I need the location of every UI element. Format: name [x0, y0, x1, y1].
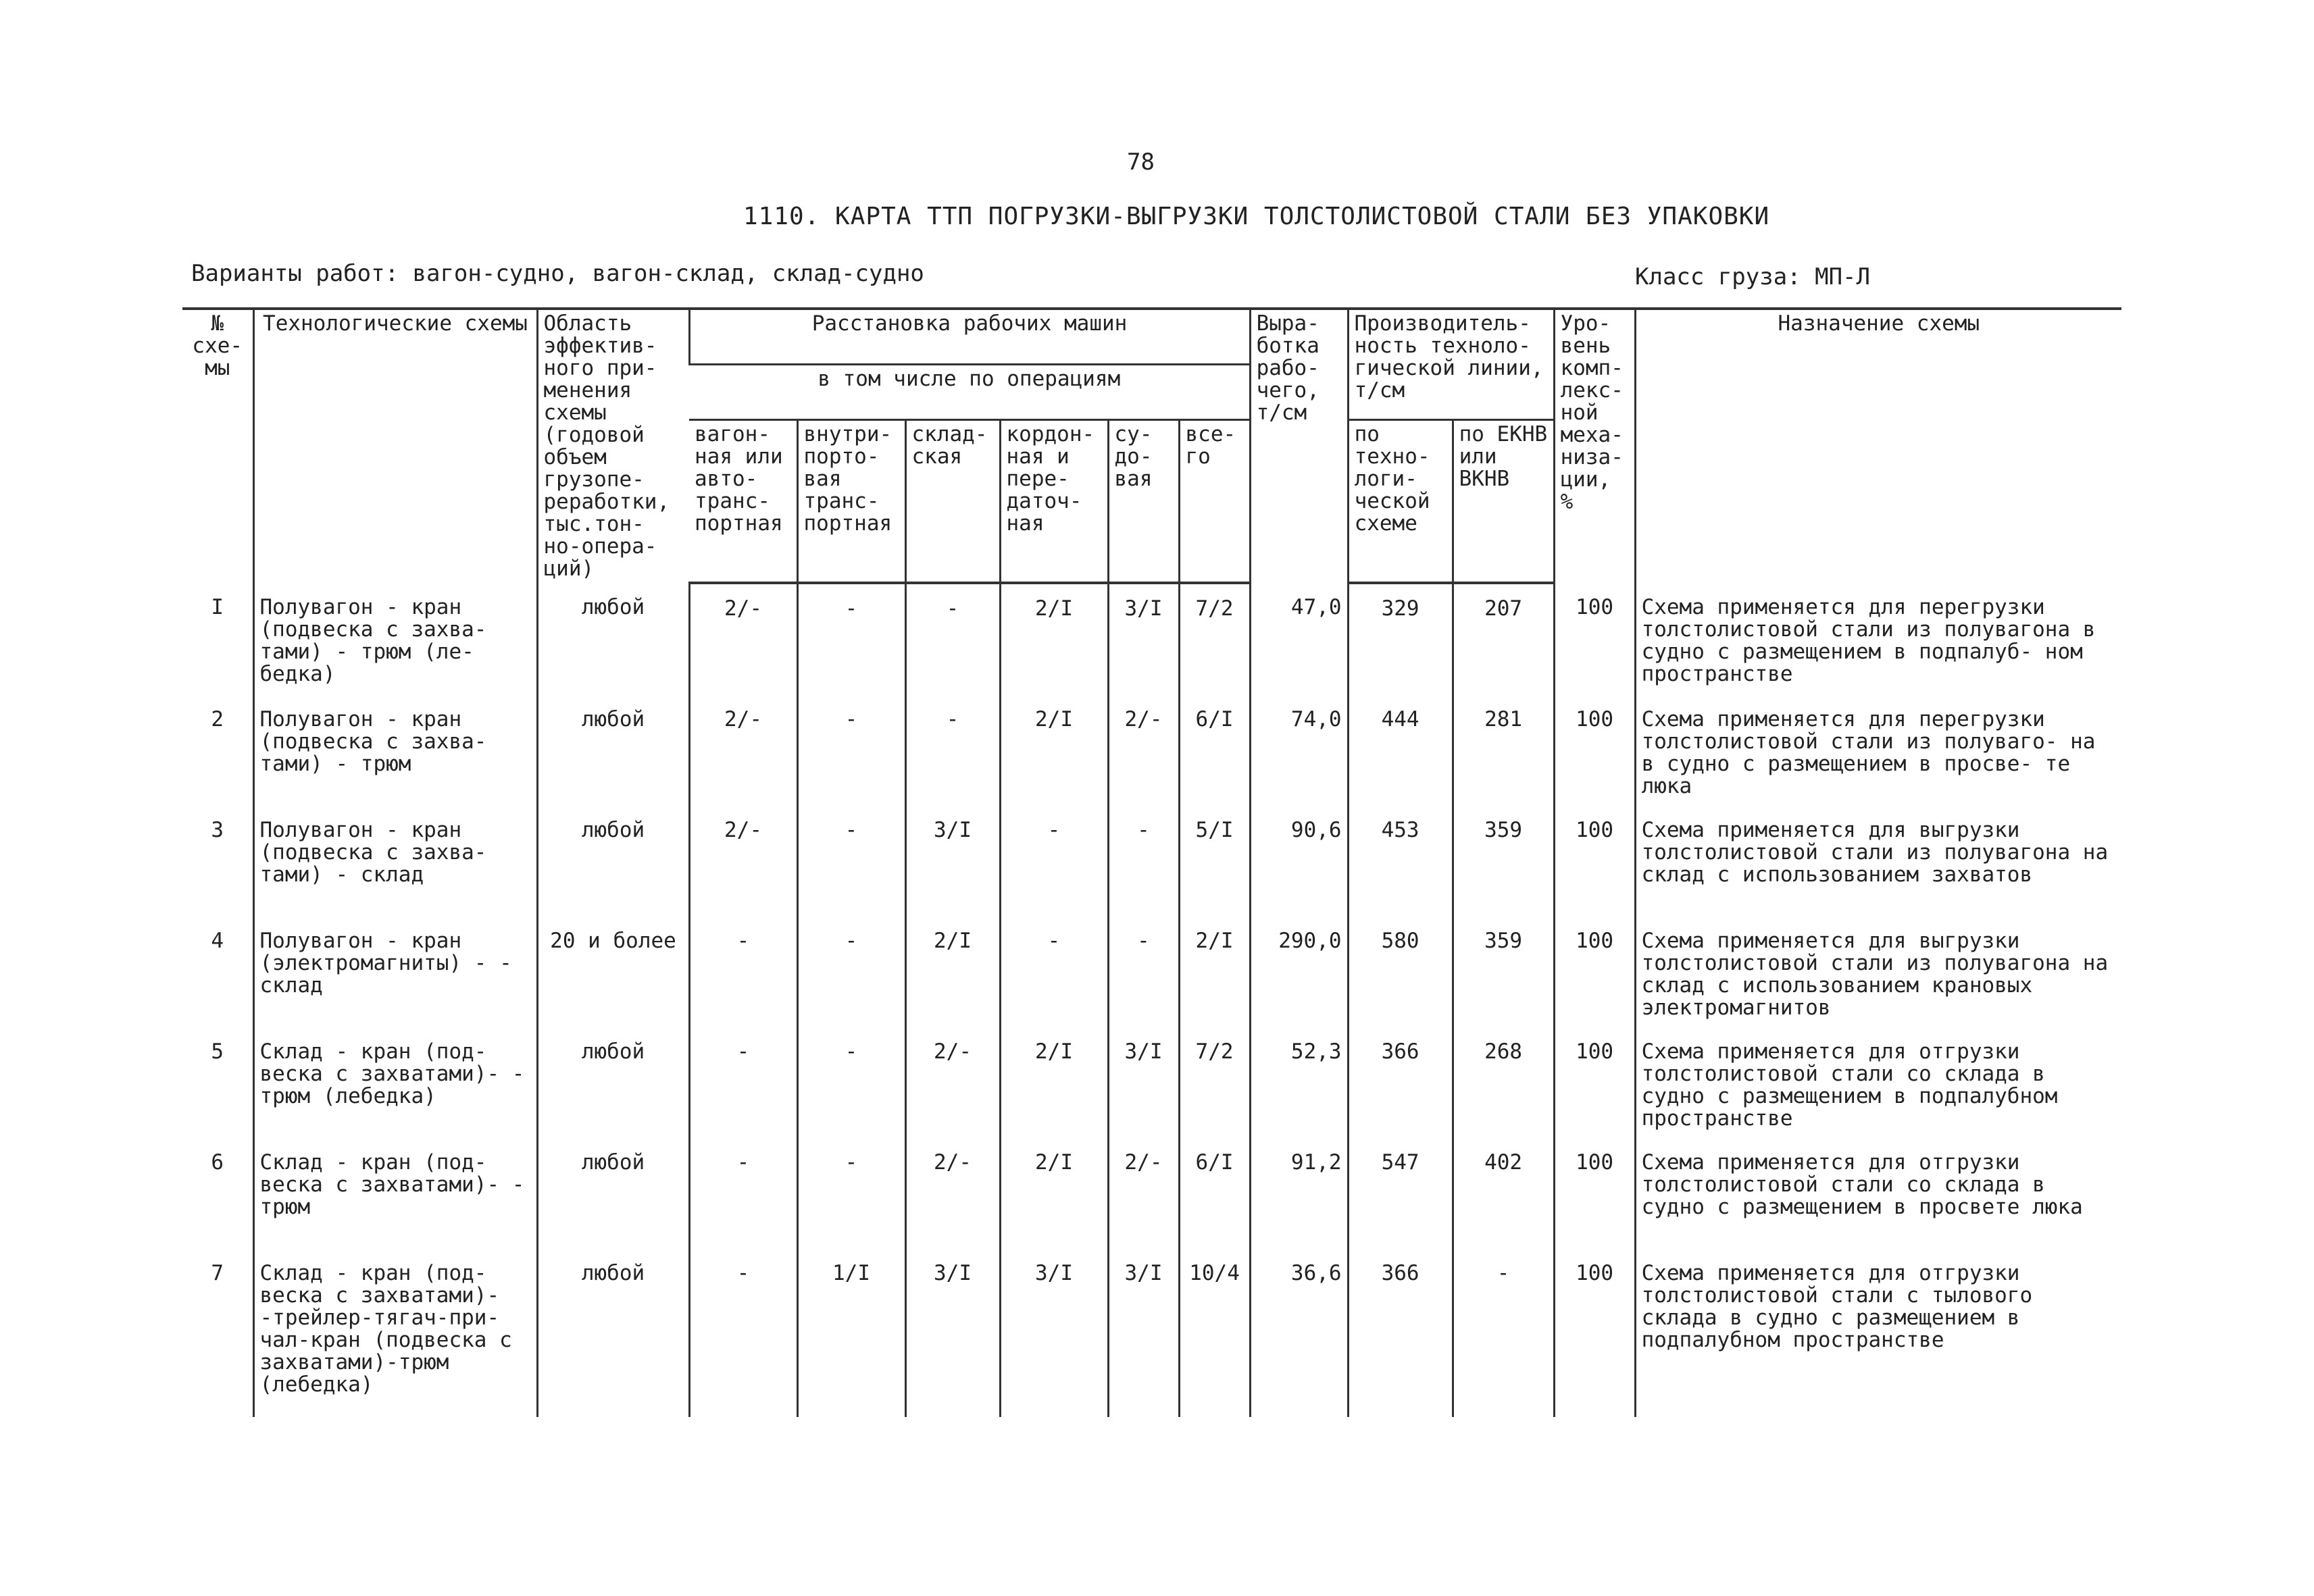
cell-ship: 2/- — [1108, 695, 1179, 806]
table-row — [182, 583, 2121, 695]
cell-internal: - — [797, 695, 905, 806]
cell-ship: - — [1108, 806, 1179, 917]
cell-area: 20 и более — [537, 917, 689, 1027]
cell-wagon: - — [689, 917, 797, 1027]
cell-ship: 2/- — [1108, 1138, 1179, 1249]
cell-area: любой — [537, 695, 689, 806]
header-by-operation: в том числе по операциям — [689, 365, 1250, 420]
cell-prod-eknv: 281 — [1453, 695, 1554, 806]
cell-cordon: 2/I — [1000, 695, 1108, 806]
cell-area: любой — [537, 1027, 689, 1138]
cell-wagon: - — [689, 1138, 797, 1249]
cell-scheme: Полувагон - кран (подвеска с захва- тами) - склад — [253, 806, 537, 917]
cell-area: любой — [537, 1138, 689, 1249]
cell-prod-scheme: 329 — [1348, 583, 1453, 695]
cell-storage: 2/- — [905, 1027, 1000, 1138]
cell-cordon: 2/I — [1000, 583, 1108, 695]
page-title: 1110. КАРТА ТТП ПОГРУЗКИ-ВЫГРУЗКИ ТОЛСТОЛИСТОВОЙ СТАЛИ БЕЗ УПАКОВКИ — [743, 203, 1770, 230]
cell-prod-scheme: 453 — [1348, 806, 1453, 917]
cell-area: любой — [537, 583, 689, 695]
cell-output: 36,6 — [1250, 1249, 1348, 1417]
cell-num: 7 — [211, 1261, 224, 1285]
cell-mech: 100 — [1554, 1027, 1635, 1138]
work-variants: Варианты работ: вагон-судно, вагон-склад, склад-судно — [191, 260, 924, 287]
cell-wagon: - — [689, 1249, 797, 1417]
cell-cordon: 2/I — [1000, 1027, 1108, 1138]
cell-wagon: - — [689, 1027, 797, 1138]
cell-prod-eknv: 402 — [1453, 1138, 1554, 1249]
table-row — [182, 1027, 2121, 1138]
cell-ship: 3/I — [1108, 583, 1179, 695]
table-row — [182, 1249, 2121, 1417]
cell-purpose: Схема применяется для отгрузки толстолистовой стали со склада в судно с размещением в просвете люка — [1635, 1138, 2121, 1249]
header-mech-level: Уро- вень комп- лекс- ной меха- низа- ции, % — [1554, 309, 1635, 583]
cell-total: 7/2 — [1179, 583, 1250, 695]
cell-output: 290,0 — [1250, 917, 1348, 1027]
cell-num: 4 — [211, 929, 224, 953]
header-placement: Расстановка рабочих машин — [689, 309, 1250, 365]
cell-scheme: Склад - кран (под- веска с захватами)- -трейлер-тягач-при- чал-кран (подвеска с захватами)-трюм (лебедка) — [253, 1249, 537, 1417]
cell-cordon: 2/I — [1000, 1138, 1108, 1249]
cell-output: 90,6 — [1250, 806, 1348, 917]
cell-purpose: Схема применяется для выгрузки толстолистовой стали из полувагона на склад с использованием крановых электромагнитов — [1635, 917, 2121, 1027]
cell-internal: - — [797, 1138, 905, 1249]
header-output: Выра- ботка рабо- чего, т/см — [1250, 309, 1348, 583]
ttp-table — [182, 307, 2121, 1417]
cell-prod-scheme: 366 — [1348, 1027, 1453, 1138]
header-schemes: Технологические схемы — [253, 309, 537, 583]
cell-storage: 2/- — [905, 1138, 1000, 1249]
header-productivity: Производитель- ность техноло- гической линии, т/см — [1348, 309, 1554, 420]
cell-purpose: Схема применяется для перегрузки толстолистовой стали из полувагона в судно с размещением в подпалуб- ном пространстве — [1635, 583, 2121, 695]
cell-output: 91,2 — [1250, 1138, 1348, 1249]
header-num: № схе- мы — [182, 309, 253, 583]
cell-cordon: - — [1000, 806, 1108, 917]
header-prod-eknv: по ЕКНВ или ВКНВ — [1453, 420, 1554, 584]
cell-storage: 2/I — [905, 917, 1000, 1027]
cell-mech: 100 — [1554, 806, 1635, 917]
cell-storage: - — [905, 695, 1000, 806]
cell-mech: 100 — [1554, 1249, 1635, 1417]
cell-mech: 100 — [1554, 583, 1635, 695]
table-row — [182, 1138, 2121, 1249]
cell-wagon: 2/- — [689, 583, 797, 695]
cell-mech: 100 — [1554, 917, 1635, 1027]
table-row — [182, 806, 2121, 917]
cell-prod-eknv: 207 — [1453, 583, 1554, 695]
cell-prod-scheme: 580 — [1348, 917, 1453, 1027]
cell-internal: - — [797, 806, 905, 917]
cell-prod-eknv: 359 — [1453, 917, 1554, 1027]
cell-output: 52,3 — [1250, 1027, 1348, 1138]
cell-scheme: Полувагон - кран (электромагниты) - - склад — [253, 917, 537, 1027]
cell-ship: 3/I — [1108, 1027, 1179, 1138]
cell-prod-scheme: 547 — [1348, 1138, 1453, 1249]
cell-internal: - — [797, 1027, 905, 1138]
cell-prod-eknv: - — [1453, 1249, 1554, 1417]
cell-internal: - — [797, 583, 905, 695]
header-op-cordon: кордон- ная и пере- даточ- ная — [1000, 420, 1108, 584]
cell-output: 74,0 — [1250, 695, 1348, 806]
cell-total: 6/I — [1179, 1138, 1250, 1249]
cell-total: 5/I — [1179, 806, 1250, 917]
table-row — [182, 917, 2121, 1027]
cell-num: 6 — [211, 1150, 224, 1175]
cell-num: 2 — [211, 707, 224, 731]
cell-num: 5 — [211, 1039, 224, 1064]
cell-mech: 100 — [1554, 1138, 1635, 1249]
cell-cordon: 3/I — [1000, 1249, 1108, 1417]
cell-scheme: Полувагон - кран (подвеска с захва- тами) - трюм (ле- бедка) — [253, 583, 537, 695]
page-number: 78 — [1127, 149, 1155, 176]
header-prod-scheme: по техно- логи- ческой схеме — [1348, 420, 1453, 584]
cell-internal: 1/I — [797, 1249, 905, 1417]
cell-wagon: 2/- — [689, 806, 797, 917]
cell-prod-eknv: 359 — [1453, 806, 1554, 917]
cell-mech: 100 — [1554, 695, 1635, 806]
cell-purpose: Схема применяется для отгрузки толстолистовой стали со склада в судно с размещением в подпалубном пространстве — [1635, 1027, 2121, 1138]
cell-total: 10/4 — [1179, 1249, 1250, 1417]
cell-total: 2/I — [1179, 917, 1250, 1027]
header-op-wagon: вагон- ная или авто- транс- портная — [689, 420, 797, 584]
header-purpose: Назначение схемы — [1635, 309, 2121, 583]
cell-output: 47,0 — [1250, 583, 1348, 695]
cell-purpose: Схема применяется для выгрузки толстолистовой стали из полувагона на склад с использованием захватов — [1635, 806, 2121, 917]
header-op-internal: внутри- порто- вая транс- портная — [797, 420, 905, 584]
cell-total: 6/I — [1179, 695, 1250, 806]
table-row — [182, 695, 2121, 806]
cell-area: любой — [537, 806, 689, 917]
header-op-ship: су- до- вая — [1108, 420, 1179, 584]
header-op-storage: склад- ская — [905, 420, 1000, 584]
cell-storage: 3/I — [905, 1249, 1000, 1417]
cell-ship: 3/I — [1108, 1249, 1179, 1417]
cell-purpose: Схема применяется для перегрузки толстолистовой стали из полуваго- на в судно с размещением в просве- те люка — [1635, 695, 2121, 806]
cell-num: I — [211, 595, 224, 619]
cell-scheme: Склад - кран (под- веска с захватами)- - трюм (лебедка) — [253, 1027, 537, 1138]
cell-area: любой — [537, 1249, 689, 1417]
cell-storage: - — [905, 583, 1000, 695]
cell-internal: - — [797, 917, 905, 1027]
cell-num: 3 — [211, 818, 224, 842]
cell-cordon: - — [1000, 917, 1108, 1027]
cell-prod-scheme: 366 — [1348, 1249, 1453, 1417]
cell-scheme: Склад - кран (под- веска с захватами)- - трюм — [253, 1138, 537, 1249]
cargo-class: Класс груза: МП-Л — [1635, 263, 1870, 290]
cell-prod-scheme: 444 — [1348, 695, 1453, 806]
cell-ship: - — [1108, 917, 1179, 1027]
cell-storage: 3/I — [905, 806, 1000, 917]
cell-total: 7/2 — [1179, 1027, 1250, 1138]
cell-wagon: 2/- — [689, 695, 797, 806]
header-area: Область эффектив- ного при- менения схемы (годовой объем грузопе- реработки, тыс.тон- но-опера- ций) — [537, 309, 689, 583]
header-op-total: все- го — [1179, 420, 1250, 584]
cell-scheme: Полувагон - кран (подвеска с захва- тами) - трюм — [253, 695, 537, 806]
cell-prod-eknv: 268 — [1453, 1027, 1554, 1138]
cell-purpose: Схема применяется для отгрузки толстолистовой стали с тылового склада в судно с размещением в подпалубном пространстве — [1635, 1249, 2121, 1417]
